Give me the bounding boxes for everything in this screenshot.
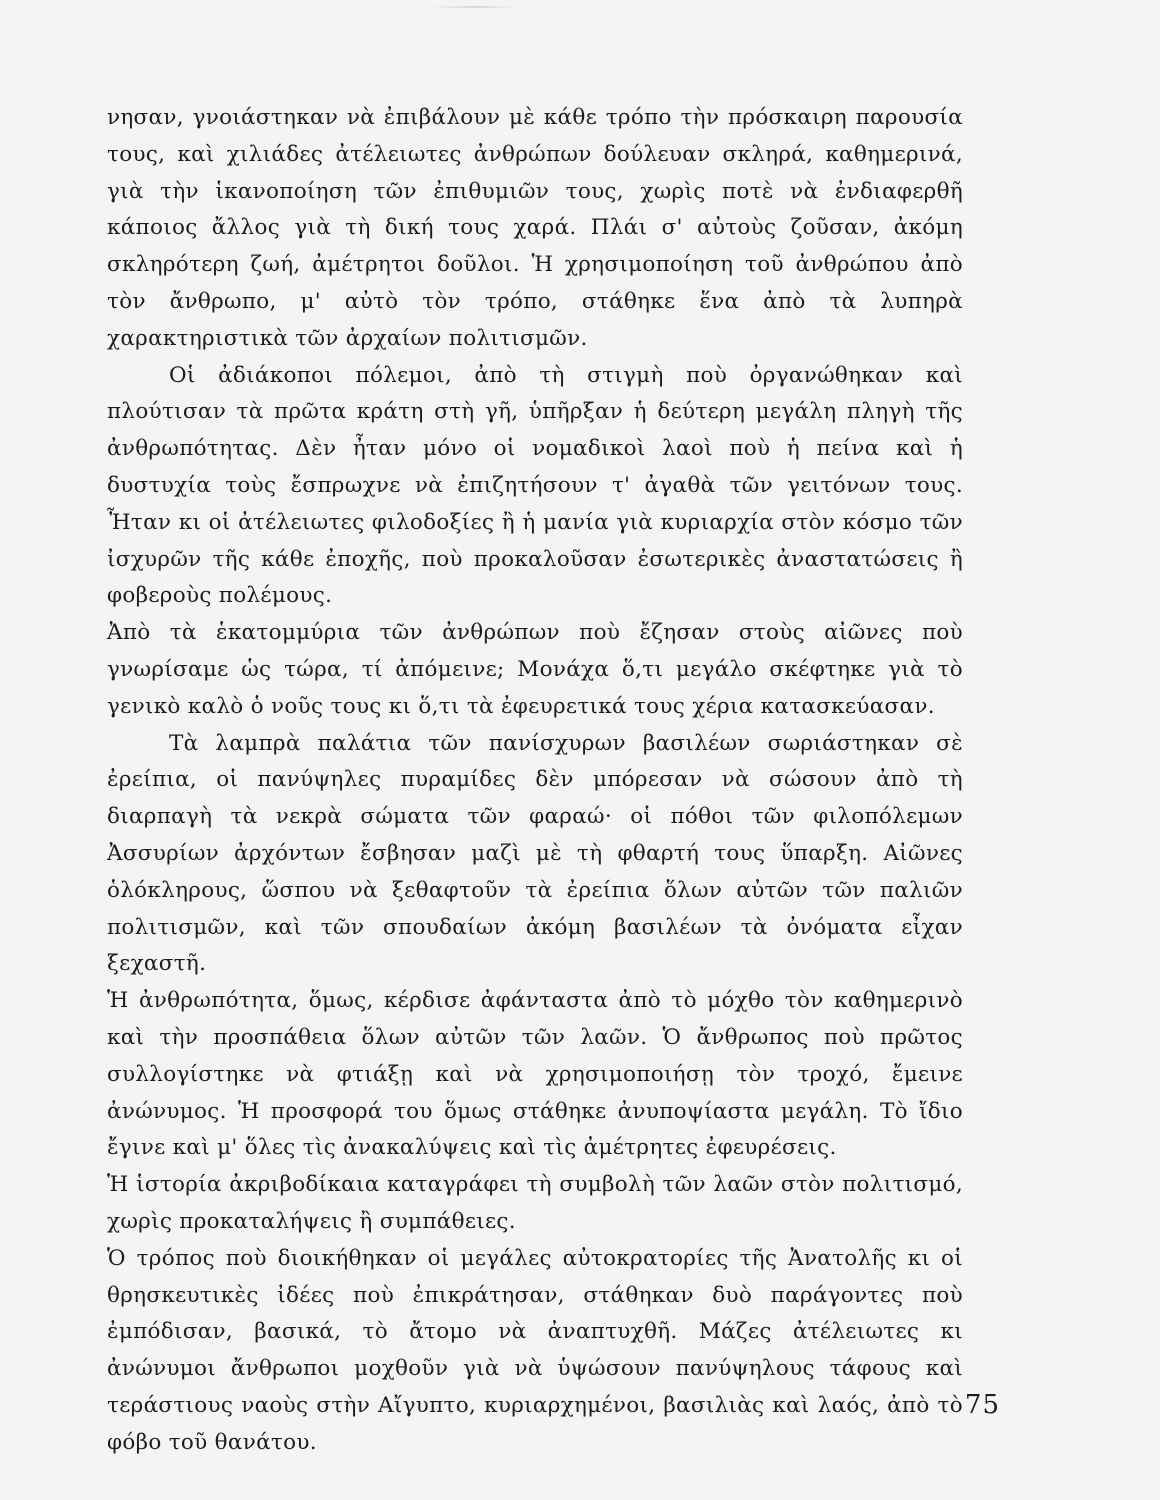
page-number: 75 xyxy=(964,1390,1000,1420)
paragraph-2: Οἱ ἀδιάκοποι πόλεμοι, ἀπὸ τὴ στιγμὴ ποὺ ὀργανώθηκαν καὶ πλούτισαν τὰ πρῶτα κράτη στὴ γῆ, ὑπῆρξαν ἡ δεύτερη μεγάλη πληγὴ τῆς ἀνθρωπότητας. Δὲν ἦταν μόνο οἱ νομαδικοὶ λαοὶ ποὺ ἡ πείνα καὶ ἡ δυστυχία τοὺς ἔσπρωχνε νὰ ἐπιζητήσουν τ' ἀγαθὰ τῶν γειτόνων τους. Ἦταν κι οἱ ἀτέλειωτες φιλοδοξίες ἢ ἡ μανία γιὰ κυριαρχία στὸν κόσμο τῶν ἰσχυρῶν τῆς κάθε ἐποχῆς, ποὺ προκαλοῦσαν ἐσωτερικὲς ἀναστατώσεις ἢ φοβεροὺς πολέμους. xyxy=(107,362,963,609)
paragraph-1: νησαν, γνοιάστηκαν νὰ ἐπιβάλουν μὲ κάθε τρόπο τὴν πρόσκαιρη παρουσία τους, καὶ χιλιάδες ἀτέλειωτες ἀνθρώπων δούλευαν σκληρά, καθημερινά, γιὰ τὴν ἱκανοποίηση τῶν ἐπιθυμιῶν τους, χωρὶς ποτὲ νὰ ἐνδιαφερθῆ κάποιος ἄλλος γιὰ τὴ δική τους χαρά. Πλάι σ' αὐτοὺς ζοῦσαν, ἀκόμη σκληρότερη ζωή, ἀμέτρητοι δοῦλοι. Ἡ χρησιμοποίηση τοῦ ἀνθρώπου ἀπὸ τὸν ἄνθρωπο, μ' αὐτὸ τὸν τρόπο, στάθηκε ἕνα ἀπὸ τὰ λυπηρὰ χαρακτηριστικὰ τῶν ἀρχαίων πολιτισμῶν. xyxy=(107,105,963,351)
paragraph-7: Ὁ τρόπος ποὺ διοικήθηκαν οἱ μεγάλες αὐτοκρατορίες τῆς Ἀνατολῆς κι οἱ θρησκευτικὲς ἰδέες ποὺ ἐπικράτησαν, στάθηκαν δυὸ παράγοντες ποὺ ἐμπόδισαν, βασικά, τὸ ἄτομο νὰ ἀναπτυχθῆ. Μάζες ἀτέλειωτες κι ἀνώνυμοι ἄνθρωποι μοχθοῦν γιὰ νὰ ὑψώσουν πανύψηλους τάφους καὶ τεράστιους ναοὺς στὴν Αἴγυπτο, κυριαρχημένοι, βασιλιὰς καὶ λαός, ἀπὸ τὸ φόβο τοῦ θανάτου. xyxy=(107,1245,963,1455)
scan-artifact-line xyxy=(430,6,520,8)
body-text xyxy=(107,100,963,1461)
paragraph-4: Τὰ λαμπρὰ παλάτια τῶν πανίσχυρων βασιλέων σωριάστηκαν σὲ ἐρείπια, οἱ πανύψηλες πυραμίδες δὲν μπόρεσαν νὰ σώσουν ἀπὸ τὴ διαρπαγὴ τὰ νεκρὰ σώματα τῶν φαραώ· οἱ πόθοι τῶν φιλοπόλεμων Ἀσσυρίων ἀρχόντων ἔσβησαν μαζὶ μὲ τὴ φθαρτή τους ὕπαρξη. Αἰῶνες ὁλόκληρους, ὥσπου νὰ ξεθαφτοῦν τὰ ἐρείπια ὅλων αὐτῶν τῶν παλιῶν πολιτισμῶν, καὶ τῶν σπουδαίων ἀκόμη βασιλέων τὰ ὀνόματα εἶχαν ξεχαστῆ. xyxy=(107,730,963,977)
paragraph-6: Ἡ ἱστορία ἀκριβοδίκαια καταγράφει τὴ συμβολὴ τῶν λαῶν στὸν πολιτισμό, χωρὶς προκαταλήψεις ἢ συμπάθειες. xyxy=(107,1172,963,1234)
paragraph-3: Ἀπὸ τὰ ἑκατομμύρια τῶν ἀνθρώπων ποὺ ἔζησαν στοὺς αἰῶνες ποὺ γνωρίσαμε ὡς τώρα, τί ἀπόμεινε; Μονάχα ὅ,τι μεγάλο σκέφτηκε γιὰ τὸ γενικὸ καλὸ ὁ νοῦς τους κι ὅ,τι τὰ ἐφευρετικά τους χέρια κατασκεύασαν. xyxy=(107,620,963,719)
paragraph-5: Ἡ ἀνθρωπότητα, ὅμως, κέρδισε ἀφάνταστα ἀπὸ τὸ μόχθο τὸν καθημερινὸ καὶ τὴν προσπάθεια ὅλων αὐτῶν τῶν λαῶν. Ὁ ἄνθρωπος ποὺ πρῶτος συλλογίστηκε νὰ φτιάξῃ καὶ νὰ χρησιμοποιήσῃ τὸν τροχό, ἔμεινε ἀνώνυμος. Ἡ προσφορά του ὅμως στάθηκε ἀνυποψίαστα μεγάλη. Τὸ ἴδιο ἔγινε καὶ μ' ὅλες τὶς ἀνακαλύψεις καὶ τὶς ἀμέτρητες ἐφευρέσεις. xyxy=(107,988,963,1161)
